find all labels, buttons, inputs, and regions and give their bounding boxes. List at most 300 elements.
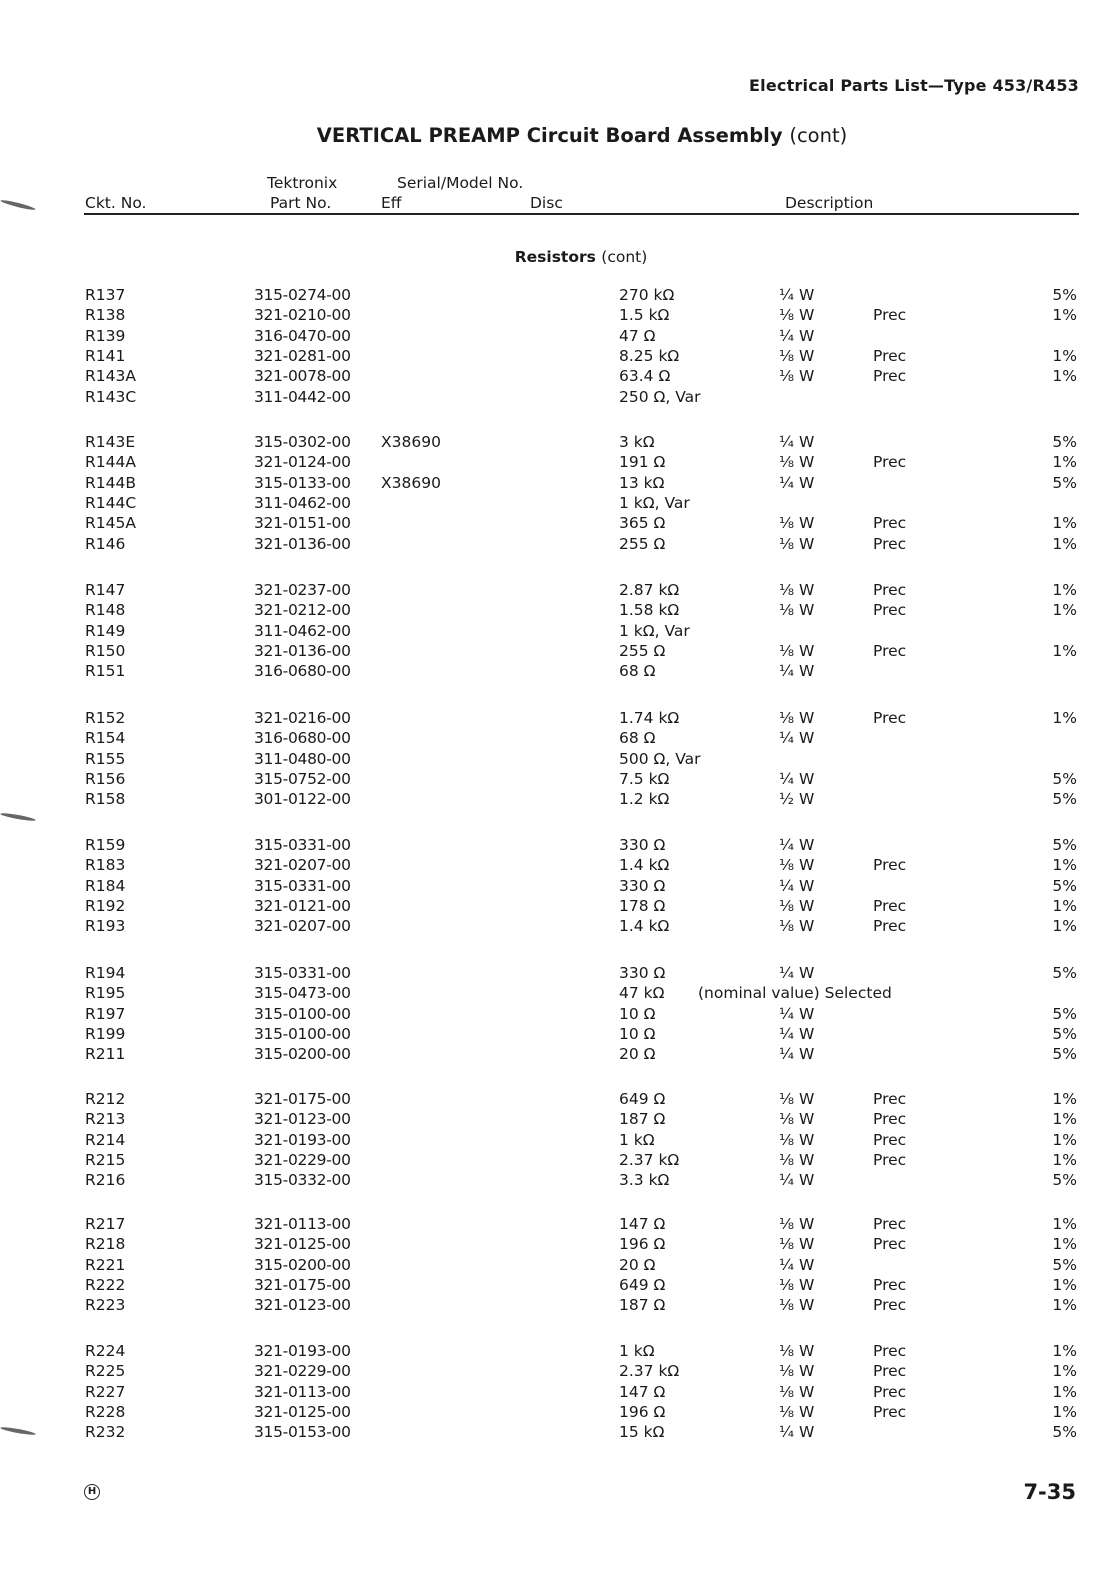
cell-ckt-no: R227 — [85, 1382, 126, 1401]
cell-tolerance: 5% — [1052, 769, 1077, 788]
cell-part-no: 315-0752-00 — [254, 769, 351, 788]
cell-wattage: ⅛ W — [779, 709, 815, 727]
table-row — [0, 366, 1107, 386]
cell-ckt-no: R146 — [85, 534, 126, 553]
cell-wattage: ¼ W — [779, 1255, 815, 1274]
table-row — [0, 1234, 1107, 1254]
cell-part-no: 321-0123-00 — [254, 1296, 351, 1315]
cell-wattage: ⅛ W — [779, 1382, 815, 1401]
cell-type: Prec — [873, 306, 907, 325]
cell-type: Prec — [873, 534, 907, 553]
cell-ckt-no: R158 — [85, 790, 126, 809]
cell-value: 2.37 kΩ — [619, 1150, 680, 1169]
cell-ckt-no: R184 — [85, 876, 126, 895]
cell-part-no: 311-0462-00 — [254, 493, 351, 512]
cell-tolerance: 5% — [1052, 1423, 1077, 1442]
cell-ckt-no: R137 — [85, 286, 126, 304]
cell-wattage: ¼ W — [779, 836, 815, 854]
cell-ckt-no: R218 — [85, 1235, 126, 1254]
table-row — [0, 1214, 1107, 1234]
table-row — [0, 1382, 1107, 1402]
running-head: Electrical Parts List—Type 453/R453 — [749, 76, 1079, 95]
cell-ckt-no: R232 — [85, 1423, 126, 1442]
cell-type: Prec — [873, 1402, 907, 1421]
cell-ckt-no: R154 — [85, 729, 126, 748]
cell-part-no: 321-0207-00 — [254, 856, 351, 875]
cell-part-no: 315-0100-00 — [254, 1024, 351, 1043]
cell-wattage: ⅛ W — [779, 1215, 815, 1233]
page-title — [0, 124, 1107, 147]
table-row — [0, 1361, 1107, 1381]
table-row — [0, 1402, 1107, 1422]
cell-ckt-no: R212 — [85, 1090, 126, 1108]
cell-ckt-no: R145A — [85, 514, 136, 533]
table-row — [0, 896, 1107, 916]
cell-serial-eff: X38690 — [381, 473, 441, 492]
header-disc: Disc — [530, 194, 563, 212]
cell-wattage: ¼ W — [779, 1004, 815, 1023]
cell-type: Prec — [873, 346, 907, 365]
cell-tolerance: 1% — [1052, 601, 1077, 620]
table-row — [0, 876, 1107, 896]
cell-value: 250 Ω, Var — [619, 387, 701, 406]
cell-value: 3 kΩ — [619, 433, 655, 451]
cell-tolerance: 5% — [1052, 286, 1077, 304]
table-row — [0, 1255, 1107, 1275]
cell-wattage: ⅛ W — [779, 1362, 815, 1381]
cell-ckt-no: R143A — [85, 367, 136, 386]
cell-part-no: 316-0680-00 — [254, 729, 351, 748]
cell-part-no: 321-0078-00 — [254, 367, 351, 386]
cell-value: 20 Ω — [619, 1045, 656, 1064]
cell-value: 500 Ω, Var — [619, 749, 701, 768]
cell-tolerance: 1% — [1052, 1275, 1077, 1294]
cell-wattage: ⅛ W — [779, 534, 815, 553]
table-row — [0, 534, 1107, 554]
table-row — [0, 346, 1107, 366]
table-row — [0, 708, 1107, 728]
table-row — [0, 728, 1107, 748]
cell-tolerance: 5% — [1052, 964, 1077, 982]
cell-part-no: 321-0281-00 — [254, 346, 351, 365]
cell-ckt-no: R143C — [85, 387, 137, 406]
cell-wattage: ⅛ W — [779, 453, 815, 472]
cell-part-no: 315-0200-00 — [254, 1255, 351, 1274]
cell-value: 63.4 Ω — [619, 367, 671, 386]
cell-part-no: 321-0229-00 — [254, 1150, 351, 1169]
cell-ckt-no: R217 — [85, 1215, 126, 1233]
cell-wattage: ¼ W — [779, 1024, 815, 1043]
table-row — [0, 1275, 1107, 1295]
table-row — [0, 983, 1107, 1003]
header-serial-model: Serial/Model No. — [397, 174, 524, 192]
cell-value: 255 Ω — [619, 641, 666, 660]
cell-wattage: ¼ W — [779, 1171, 815, 1190]
cell-value: 330 Ω — [619, 836, 666, 854]
cell-ckt-no: R215 — [85, 1150, 126, 1169]
table-row — [0, 916, 1107, 936]
cell-wattage: ⅛ W — [779, 1090, 815, 1108]
cell-ckt-no: R216 — [85, 1171, 126, 1190]
table-row — [0, 493, 1107, 513]
cell-wattage: ⅛ W — [779, 917, 815, 936]
table-row — [0, 749, 1107, 769]
cell-wattage: ⅛ W — [779, 1235, 815, 1254]
cell-part-no: 315-0332-00 — [254, 1171, 351, 1190]
cell-ckt-no: R211 — [85, 1045, 126, 1064]
cell-part-no: 321-0136-00 — [254, 641, 351, 660]
cell-value: 1.58 kΩ — [619, 601, 680, 620]
cell-tolerance: 1% — [1052, 709, 1077, 727]
cell-tolerance: 1% — [1052, 1235, 1077, 1254]
table-row — [0, 285, 1107, 305]
cell-value: 649 Ω — [619, 1090, 666, 1108]
header-rule — [84, 213, 1079, 215]
cell-ckt-no: R139 — [85, 326, 126, 345]
cell-part-no: 321-0207-00 — [254, 917, 351, 936]
cell-tolerance: 5% — [1052, 473, 1077, 492]
cell-part-no: 315-0133-00 — [254, 473, 351, 492]
cell-value: 47 Ω — [619, 326, 656, 345]
cell-tolerance: 5% — [1052, 433, 1077, 451]
cell-wattage: ¼ W — [779, 964, 815, 982]
table-row — [0, 1089, 1107, 1109]
cell-part-no: 321-0151-00 — [254, 514, 351, 533]
cell-ckt-no: R213 — [85, 1110, 126, 1129]
cell-wattage: ⅛ W — [779, 1296, 815, 1315]
table-row — [0, 1109, 1107, 1129]
table-row — [0, 789, 1107, 809]
cell-ckt-no: R148 — [85, 601, 126, 620]
cell-type: Prec — [873, 367, 907, 386]
cell-type: Prec — [873, 1275, 907, 1294]
cell-tolerance: 5% — [1052, 1004, 1077, 1023]
footer-mark: H — [84, 1484, 100, 1500]
cell-ckt-no: R155 — [85, 749, 126, 768]
cell-value: 2.37 kΩ — [619, 1362, 680, 1381]
cell-ckt-no: R144C — [85, 493, 137, 512]
cell-tolerance: 1% — [1052, 453, 1077, 472]
cell-type: Prec — [873, 709, 907, 727]
cell-tolerance: 1% — [1052, 581, 1077, 599]
cell-tolerance: 5% — [1052, 1171, 1077, 1190]
cell-tolerance: 1% — [1052, 1342, 1077, 1360]
cell-value: 1 kΩ, Var — [619, 621, 690, 640]
cell-tolerance: 5% — [1052, 1045, 1077, 1064]
cell-part-no: 321-0210-00 — [254, 306, 351, 325]
cell-value: 196 Ω — [619, 1402, 666, 1421]
cell-value: 1.5 kΩ — [619, 306, 670, 325]
table-row — [0, 963, 1107, 983]
cell-ckt-no: R193 — [85, 917, 126, 936]
table-row — [0, 387, 1107, 407]
cell-part-no: 321-0193-00 — [254, 1130, 351, 1149]
cell-wattage: ⅛ W — [779, 1342, 815, 1360]
cell-type: Prec — [873, 514, 907, 533]
section-title-main: Resistors — [514, 248, 596, 266]
cell-part-no: 311-0462-00 — [254, 621, 351, 640]
cell-ckt-no: R197 — [85, 1004, 126, 1023]
cell-wattage: ⅛ W — [779, 346, 815, 365]
cell-value: 1.2 kΩ — [619, 790, 670, 809]
section-title — [0, 248, 1107, 266]
cell-ckt-no: R194 — [85, 964, 126, 982]
cell-tolerance: 1% — [1052, 367, 1077, 386]
cell-ckt-no: R192 — [85, 896, 126, 915]
cell-tolerance: 1% — [1052, 1090, 1077, 1108]
cell-value: 8.25 kΩ — [619, 346, 680, 365]
cell-tolerance: 5% — [1052, 836, 1077, 854]
header-ckt-no: Ckt. No. — [85, 194, 147, 212]
cell-value: 649 Ω — [619, 1275, 666, 1294]
cell-wattage: ¼ W — [779, 1045, 815, 1064]
cell-value: 20 Ω — [619, 1255, 656, 1274]
cell-part-no: 321-0175-00 — [254, 1090, 351, 1108]
cell-note: (nominal value) Selected — [698, 984, 892, 1003]
cell-part-no: 321-0175-00 — [254, 1275, 351, 1294]
cell-wattage: ⅛ W — [779, 1110, 815, 1129]
cell-wattage: ¼ W — [779, 286, 815, 304]
cell-tolerance: 1% — [1052, 1110, 1077, 1129]
cell-part-no: 311-0480-00 — [254, 749, 351, 768]
cell-tolerance: 1% — [1052, 1130, 1077, 1149]
cell-value: 1.74 kΩ — [619, 709, 680, 727]
cell-part-no: 315-0100-00 — [254, 1004, 351, 1023]
cell-part-no: 315-0153-00 — [254, 1423, 351, 1442]
cell-ckt-no: R144B — [85, 473, 136, 492]
cell-part-no: 321-0136-00 — [254, 534, 351, 553]
cell-tolerance: 5% — [1052, 790, 1077, 809]
cell-value: 191 Ω — [619, 453, 666, 472]
section-title-cont: (cont) — [601, 248, 648, 266]
cell-wattage: ¼ W — [779, 473, 815, 492]
cell-part-no: 315-0200-00 — [254, 1045, 351, 1064]
cell-wattage: ¼ W — [779, 1423, 815, 1442]
cell-part-no: 315-0331-00 — [254, 964, 351, 982]
cell-ckt-no: R183 — [85, 856, 126, 875]
cell-tolerance: 1% — [1052, 1150, 1077, 1169]
cell-wattage: ⅛ W — [779, 1275, 815, 1294]
cell-ckt-no: R151 — [85, 662, 126, 681]
cell-tolerance: 1% — [1052, 306, 1077, 325]
table-row — [0, 1295, 1107, 1315]
table-row — [0, 452, 1107, 472]
cell-ckt-no: R221 — [85, 1255, 126, 1274]
cell-type: Prec — [873, 856, 907, 875]
cell-type: Prec — [873, 601, 907, 620]
cell-tolerance: 5% — [1052, 1024, 1077, 1043]
cell-part-no: 315-0331-00 — [254, 836, 351, 854]
cell-ckt-no: R144A — [85, 453, 136, 472]
cell-value: 330 Ω — [619, 876, 666, 895]
cell-tolerance: 1% — [1052, 514, 1077, 533]
table-row — [0, 432, 1107, 452]
cell-value: 68 Ω — [619, 662, 656, 681]
cell-wattage: ⅛ W — [779, 367, 815, 386]
cell-ckt-no: R224 — [85, 1342, 126, 1360]
table-row — [0, 1024, 1107, 1044]
cell-type: Prec — [873, 1215, 907, 1233]
cell-tolerance: 1% — [1052, 346, 1077, 365]
table-row — [0, 1130, 1107, 1150]
cell-tolerance: 1% — [1052, 856, 1077, 875]
cell-ckt-no: R195 — [85, 984, 126, 1003]
table-row — [0, 1170, 1107, 1190]
cell-value: 147 Ω — [619, 1215, 666, 1233]
cell-tolerance: 1% — [1052, 917, 1077, 936]
cell-value: 330 Ω — [619, 964, 666, 982]
cell-type: Prec — [873, 1235, 907, 1254]
cell-wattage: ¼ W — [779, 876, 815, 895]
cell-part-no: 321-0125-00 — [254, 1235, 351, 1254]
cell-part-no: 321-0193-00 — [254, 1342, 351, 1360]
cell-wattage: ¼ W — [779, 769, 815, 788]
cell-type: Prec — [873, 896, 907, 915]
cell-wattage: ⅛ W — [779, 1130, 815, 1149]
cell-part-no: 301-0122-00 — [254, 790, 351, 809]
header-description: Description — [785, 194, 874, 212]
cell-tolerance: 5% — [1052, 876, 1077, 895]
cell-part-no: 316-0680-00 — [254, 662, 351, 681]
cell-ckt-no: R152 — [85, 709, 126, 727]
table-row — [0, 600, 1107, 620]
cell-part-no: 321-0216-00 — [254, 709, 351, 727]
cell-value: 1 kΩ — [619, 1130, 655, 1149]
cell-tolerance: 1% — [1052, 534, 1077, 553]
title-main: VERTICAL PREAMP Circuit Board Assembly — [316, 124, 783, 147]
cell-wattage: ½ W — [779, 790, 815, 809]
table-row — [0, 513, 1107, 533]
cell-type: Prec — [873, 1382, 907, 1401]
table-row — [0, 855, 1107, 875]
table-row — [0, 326, 1107, 346]
cell-part-no: 321-0125-00 — [254, 1402, 351, 1421]
table-row — [0, 769, 1107, 789]
cell-ckt-no: R225 — [85, 1362, 126, 1381]
cell-value: 1 kΩ, Var — [619, 493, 690, 512]
cell-value: 10 Ω — [619, 1004, 656, 1023]
table-row — [0, 1341, 1107, 1361]
cell-part-no: 321-0124-00 — [254, 453, 351, 472]
cell-part-no: 315-0302-00 — [254, 433, 351, 451]
cell-part-no: 321-0113-00 — [254, 1382, 351, 1401]
header-eff: Eff — [381, 194, 402, 212]
cell-wattage: ⅛ W — [779, 1402, 815, 1421]
cell-value: 3.3 kΩ — [619, 1171, 670, 1190]
table-row — [0, 473, 1107, 493]
cell-type: Prec — [873, 453, 907, 472]
table-row — [0, 580, 1107, 600]
cell-type: Prec — [873, 581, 907, 599]
cell-value: 68 Ω — [619, 729, 656, 748]
cell-type: Prec — [873, 641, 907, 660]
cell-part-no: 321-0229-00 — [254, 1362, 351, 1381]
cell-ckt-no: R147 — [85, 581, 126, 599]
page-number: 7-35 — [1023, 1480, 1076, 1504]
header-part-bottom: Part No. — [270, 194, 332, 212]
cell-part-no: 321-0113-00 — [254, 1215, 351, 1233]
cell-ckt-no: R214 — [85, 1130, 126, 1149]
cell-tolerance: 1% — [1052, 1362, 1077, 1381]
cell-ckt-no: R143E — [85, 433, 136, 451]
binding-mark — [0, 199, 36, 212]
cell-ckt-no: R199 — [85, 1024, 126, 1043]
cell-ckt-no: R156 — [85, 769, 126, 788]
table-row — [0, 661, 1107, 681]
cell-ckt-no: R223 — [85, 1296, 126, 1315]
cell-ckt-no: R222 — [85, 1275, 126, 1294]
cell-wattage: ⅛ W — [779, 306, 815, 325]
cell-wattage: ⅛ W — [779, 601, 815, 620]
table-row — [0, 835, 1107, 855]
cell-value: 1.4 kΩ — [619, 917, 670, 936]
table-row — [0, 1150, 1107, 1170]
cell-part-no: 321-0121-00 — [254, 896, 351, 915]
cell-value: 7.5 kΩ — [619, 769, 670, 788]
cell-value: 1 kΩ — [619, 1342, 655, 1360]
cell-wattage: ⅛ W — [779, 514, 815, 533]
table-row — [0, 1422, 1107, 1442]
cell-value: 147 Ω — [619, 1382, 666, 1401]
table-row — [0, 621, 1107, 641]
header-part-top: Tektronix — [267, 174, 338, 192]
cell-ckt-no: R138 — [85, 306, 126, 325]
cell-tolerance: 1% — [1052, 641, 1077, 660]
cell-value: 10 Ω — [619, 1024, 656, 1043]
cell-part-no: 321-0212-00 — [254, 601, 351, 620]
cell-tolerance: 1% — [1052, 1215, 1077, 1233]
cell-value: 196 Ω — [619, 1235, 666, 1254]
cell-value: 1.4 kΩ — [619, 856, 670, 875]
cell-wattage: ⅛ W — [779, 581, 815, 599]
table-row — [0, 305, 1107, 325]
cell-part-no: 321-0237-00 — [254, 581, 351, 599]
cell-type: Prec — [873, 1090, 907, 1108]
cell-tolerance: 1% — [1052, 1296, 1077, 1315]
cell-value: 47 kΩ — [619, 984, 665, 1003]
cell-wattage: ⅛ W — [779, 896, 815, 915]
cell-wattage: ⅛ W — [779, 1150, 815, 1169]
cell-wattage: ⅛ W — [779, 641, 815, 660]
table-row — [0, 1004, 1107, 1024]
title-cont: (cont) — [789, 124, 848, 147]
cell-part-no: 316-0470-00 — [254, 326, 351, 345]
cell-value: 187 Ω — [619, 1296, 666, 1315]
cell-type: Prec — [873, 1296, 907, 1315]
cell-value: 2.87 kΩ — [619, 581, 680, 599]
table-row — [0, 1044, 1107, 1064]
cell-tolerance: 1% — [1052, 1382, 1077, 1401]
cell-part-no: 315-0274-00 — [254, 286, 351, 304]
cell-part-no: 315-0331-00 — [254, 876, 351, 895]
cell-tolerance: 1% — [1052, 1402, 1077, 1421]
cell-value: 178 Ω — [619, 896, 666, 915]
cell-tolerance: 1% — [1052, 896, 1077, 915]
cell-wattage: ¼ W — [779, 729, 815, 748]
cell-ckt-no: R141 — [85, 346, 126, 365]
cell-ckt-no: R150 — [85, 641, 126, 660]
cell-value: 13 kΩ — [619, 473, 665, 492]
cell-serial-eff: X38690 — [381, 433, 441, 451]
cell-type: Prec — [873, 1150, 907, 1169]
cell-type: Prec — [873, 1342, 907, 1360]
cell-part-no: 311-0442-00 — [254, 387, 351, 406]
cell-value: 187 Ω — [619, 1110, 666, 1129]
cell-wattage: ¼ W — [779, 662, 815, 681]
cell-type: Prec — [873, 1110, 907, 1129]
cell-ckt-no: R228 — [85, 1402, 126, 1421]
cell-part-no: 315-0473-00 — [254, 984, 351, 1003]
